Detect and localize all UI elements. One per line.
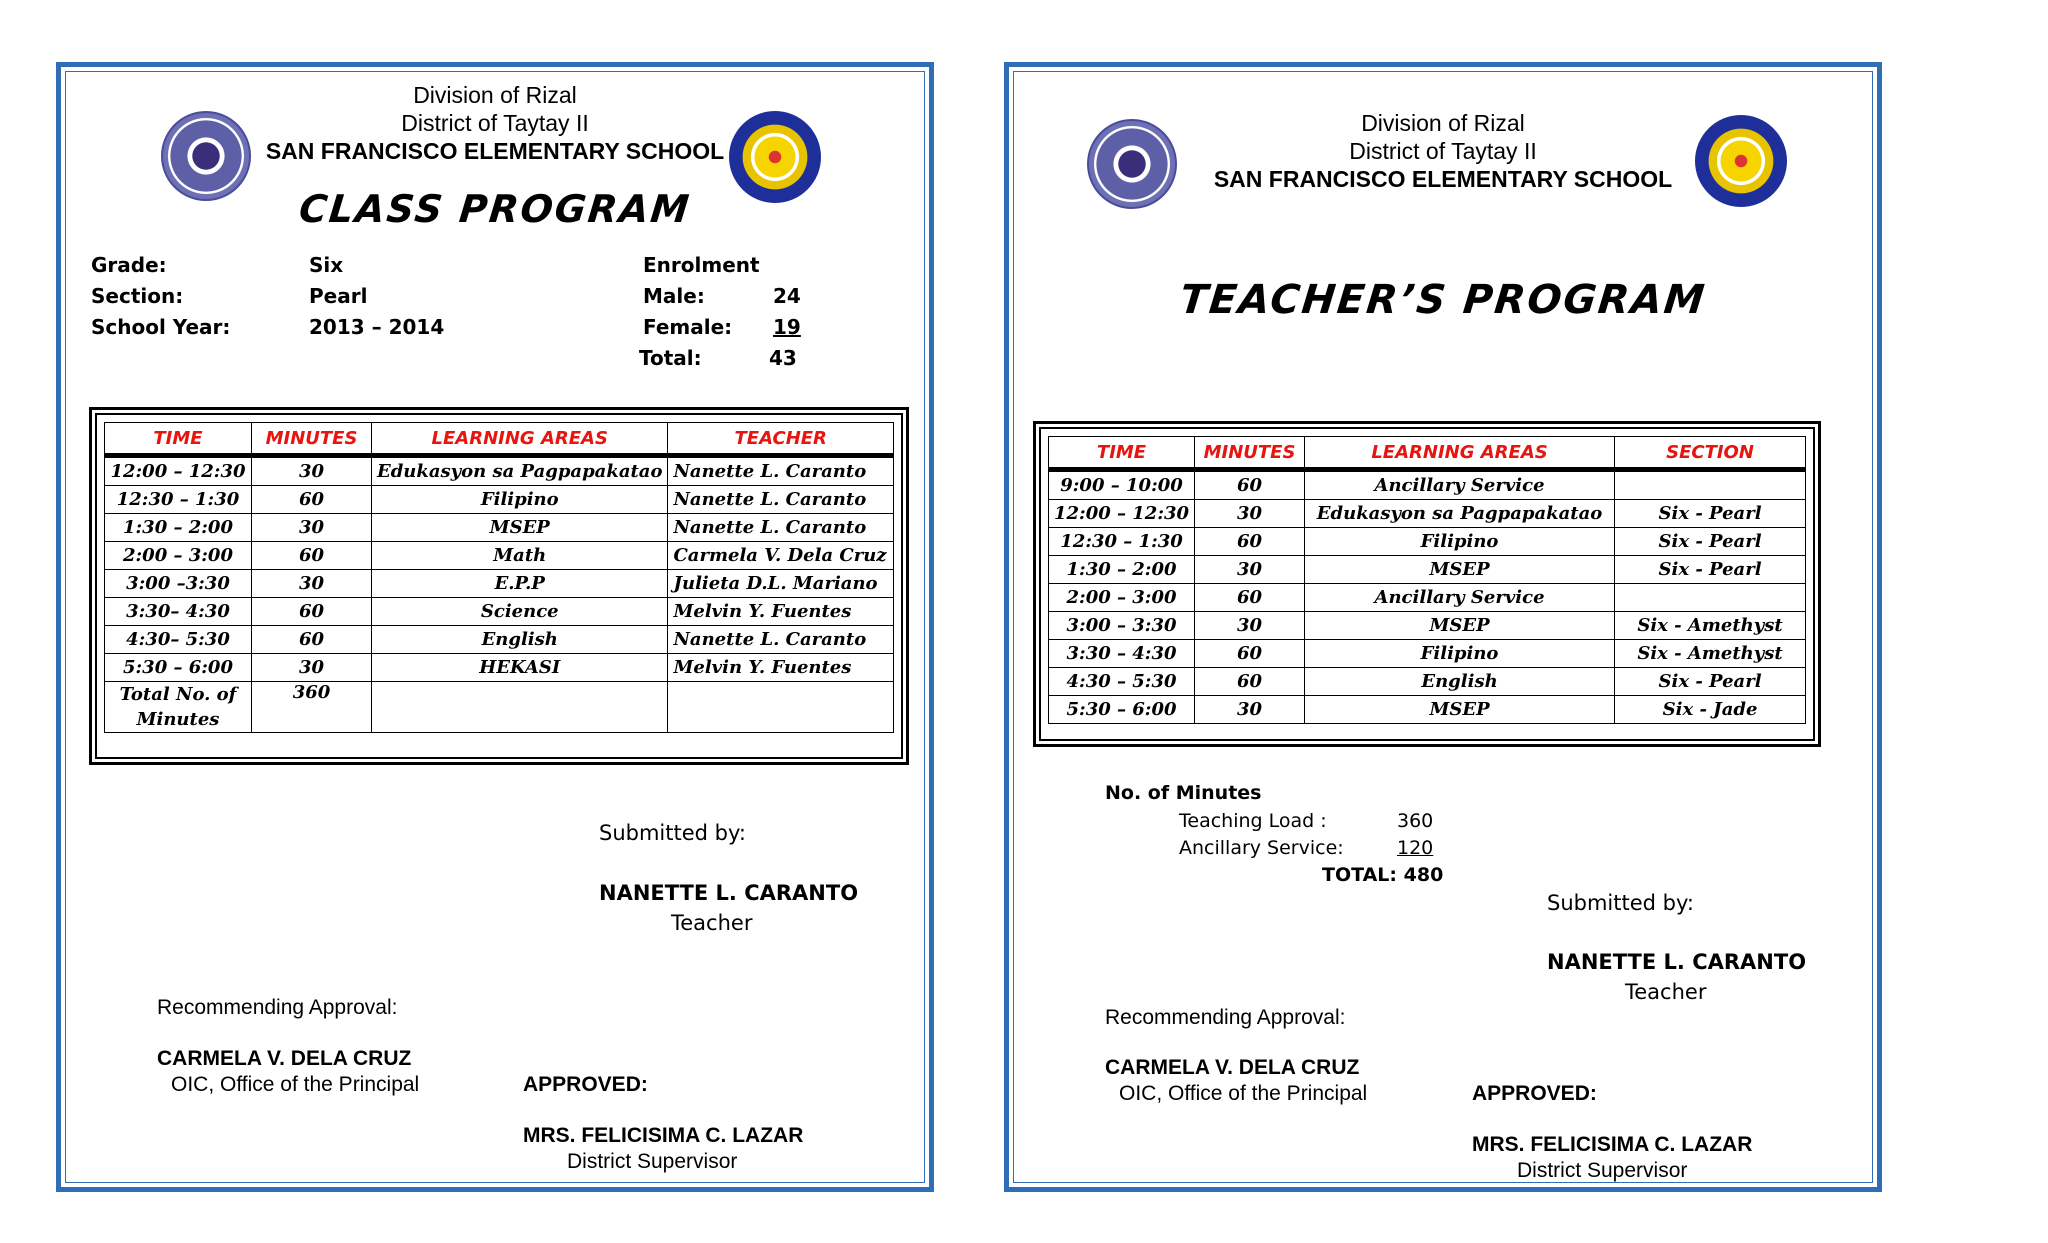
cell-minutes: 60 bbox=[252, 542, 372, 570]
cell-section: Six - Amethyst bbox=[1615, 640, 1806, 668]
table-row bbox=[105, 542, 894, 570]
male-value: 24 bbox=[773, 284, 801, 308]
cell-minutes: 30 bbox=[252, 654, 372, 682]
cell-minutes: 60 bbox=[1195, 640, 1305, 668]
table-row bbox=[105, 654, 894, 682]
cell-time: 9:00 – 10:00 bbox=[1049, 470, 1195, 500]
approved-label: APPROVED: bbox=[1472, 1082, 1597, 1105]
recommending-label: Recommending Approval: bbox=[1105, 1006, 1346, 1029]
cell-teacher: Melvin Y. Fuentes bbox=[668, 598, 894, 626]
cell-time: 5:30 – 6:00 bbox=[1049, 696, 1195, 724]
cell-learning-area: MSEP bbox=[1305, 556, 1615, 584]
total-minutes-value: 360 bbox=[252, 682, 372, 733]
submitter-role: Teacher bbox=[1625, 980, 1707, 1004]
female-label: Female: bbox=[643, 315, 733, 339]
cell-learning-area: E.P.P bbox=[372, 570, 668, 598]
cell-section: Six - Pearl bbox=[1615, 556, 1806, 584]
teaching-load-label: Teaching Load : bbox=[1179, 810, 1327, 832]
cell-section bbox=[1615, 584, 1806, 612]
cell-teacher: Nanette L. Caranto bbox=[668, 486, 894, 514]
cell-learning-area: Ancillary Service bbox=[1305, 470, 1615, 500]
table-row bbox=[1049, 668, 1806, 696]
cell-learning-area: Filipino bbox=[1305, 528, 1615, 556]
class-program-page bbox=[56, 62, 934, 1192]
enrolment-labels bbox=[639, 250, 760, 374]
table-header-row bbox=[1049, 437, 1806, 470]
cell-learning-area: Filipino bbox=[1305, 640, 1615, 668]
cell-time: 3:30– 4:30 bbox=[105, 598, 252, 626]
recommender-name: CARMELA V. DELA CRUZ bbox=[1105, 1056, 1360, 1079]
cell-time: 1:30 – 2:00 bbox=[105, 514, 252, 542]
cell-minutes: 30 bbox=[1195, 556, 1305, 584]
teaching-load-value: 360 bbox=[1397, 810, 1434, 832]
table-empty-cell bbox=[372, 682, 668, 733]
recommender-role: OIC, Office of the Principal bbox=[1119, 1082, 1368, 1105]
class-schedule-table bbox=[104, 422, 894, 733]
cell-learning-area: Math bbox=[372, 542, 668, 570]
table-header-row bbox=[105, 423, 894, 456]
total-value: 43 bbox=[769, 346, 797, 370]
school-year-value: 2013 – 2014 bbox=[309, 315, 445, 339]
cell-learning-area: Edukasyon sa Pagpapakatao bbox=[1305, 500, 1615, 528]
page-title: TEACHER’S PROGRAM bbox=[1177, 277, 1709, 323]
cell-time: 12:30 – 1:30 bbox=[105, 486, 252, 514]
division-name: Division of Rizal bbox=[413, 82, 577, 108]
column-header-section: SECTION bbox=[1615, 437, 1806, 470]
ancillary-value: 120 bbox=[1397, 837, 1434, 859]
total-label-line-2: Minutes bbox=[136, 709, 220, 730]
table-row bbox=[1049, 528, 1806, 556]
section-label: Section: bbox=[91, 284, 184, 308]
cell-time: 1:30 – 2:00 bbox=[1049, 556, 1195, 584]
class-info-labels bbox=[91, 250, 230, 343]
enrolment-label: Enrolment bbox=[643, 253, 760, 277]
cell-time: 12:30 – 1:30 bbox=[1049, 528, 1195, 556]
cell-teacher: Julieta D.L. Mariano bbox=[668, 570, 894, 598]
table-row bbox=[1049, 696, 1806, 724]
table-row bbox=[105, 486, 894, 514]
cell-time: 3:30 – 4:30 bbox=[1049, 640, 1195, 668]
cell-section: Six - Jade bbox=[1615, 696, 1806, 724]
cell-section: Six - Amethyst bbox=[1615, 612, 1806, 640]
cell-learning-area: MSEP bbox=[372, 514, 668, 542]
cell-minutes: 30 bbox=[252, 514, 372, 542]
teacher-schedule-table bbox=[1048, 436, 1806, 724]
female-value: 19 bbox=[773, 315, 801, 339]
cell-learning-area: HEKASI bbox=[372, 654, 668, 682]
table-row bbox=[1049, 556, 1806, 584]
submitter-role: Teacher bbox=[671, 911, 753, 935]
teacher-program-page bbox=[1004, 62, 1882, 1192]
approver-name: MRS. FELICISIMA C. LAZAR bbox=[1472, 1133, 1753, 1156]
submitter-name: NANETTE L. CARANTO bbox=[1547, 950, 1807, 974]
cell-minutes: 60 bbox=[1195, 470, 1305, 500]
male-label: Male: bbox=[643, 284, 705, 308]
cell-time: 5:30 – 6:00 bbox=[105, 654, 252, 682]
table-row bbox=[105, 598, 894, 626]
division-name: Division of Rizal bbox=[1361, 110, 1525, 136]
cell-section: Six - Pearl bbox=[1615, 528, 1806, 556]
teacher-schedule-frame bbox=[1033, 421, 1821, 747]
total-label-line-1: Total No. of bbox=[119, 684, 237, 705]
column-header-time: TIME bbox=[1049, 437, 1195, 470]
cell-minutes: 30 bbox=[252, 570, 372, 598]
table-empty-cell bbox=[668, 682, 894, 733]
district-name: District of Taytay II bbox=[401, 110, 589, 136]
table-row bbox=[105, 514, 894, 542]
table-row bbox=[105, 456, 894, 486]
school-year-label: School Year: bbox=[91, 315, 231, 339]
total-minutes-label bbox=[105, 682, 252, 733]
cell-minutes: 60 bbox=[1195, 528, 1305, 556]
cell-minutes: 60 bbox=[252, 598, 372, 626]
table-row bbox=[1049, 470, 1806, 500]
minutes-total: TOTAL: 480 bbox=[1322, 864, 1444, 886]
ancillary-label: Ancillary Service: bbox=[1179, 837, 1344, 859]
cell-teacher: Nanette L. Caranto bbox=[668, 456, 894, 486]
total-label: Total: bbox=[639, 346, 702, 370]
deped-seal-icon bbox=[1087, 119, 1177, 209]
approver-name: MRS. FELICISIMA C. LAZAR bbox=[523, 1124, 804, 1147]
school-seal-icon bbox=[1695, 115, 1787, 207]
table-row bbox=[1049, 500, 1806, 528]
approved-label: APPROVED: bbox=[523, 1073, 648, 1096]
cell-time: 4:30– 5:30 bbox=[105, 626, 252, 654]
cell-minutes: 60 bbox=[252, 626, 372, 654]
table-row bbox=[105, 626, 894, 654]
column-header-minutes: MINUTES bbox=[1195, 437, 1305, 470]
class-info-values bbox=[309, 250, 444, 343]
column-header-time: TIME bbox=[105, 423, 252, 456]
recommending-label: Recommending Approval: bbox=[157, 996, 398, 1019]
cell-section: Six - Pearl bbox=[1615, 668, 1806, 696]
enrolment-values bbox=[769, 281, 801, 374]
cell-time: 4:30 – 5:30 bbox=[1049, 668, 1195, 696]
table-row bbox=[1049, 584, 1806, 612]
cell-time: 12:00 – 12:30 bbox=[1049, 500, 1195, 528]
table-total-row bbox=[105, 682, 894, 733]
page-title: CLASS PROGRAM bbox=[297, 187, 693, 231]
cell-learning-area: English bbox=[1305, 668, 1615, 696]
column-header-learning-area: LEARNING AREAS bbox=[1305, 437, 1615, 470]
column-header-minutes: MINUTES bbox=[252, 423, 372, 456]
school-name: SAN FRANCISCO ELEMENTARY SCHOOL bbox=[1213, 166, 1673, 192]
column-header-learning-area: LEARNING AREAS bbox=[372, 423, 668, 456]
recommender-name: CARMELA V. DELA CRUZ bbox=[157, 1047, 412, 1070]
submitted-by-label: Submitted by: bbox=[1547, 891, 1694, 915]
class-schedule-frame bbox=[89, 407, 909, 765]
cell-time: 3:00 – 3:30 bbox=[1049, 612, 1195, 640]
cell-teacher: Carmela V. Dela Cruz bbox=[668, 542, 894, 570]
cell-time: 2:00 – 3:00 bbox=[1049, 584, 1195, 612]
cell-teacher: Nanette L. Caranto bbox=[668, 626, 894, 654]
section-value: Pearl bbox=[309, 284, 368, 308]
cell-learning-area: Filipino bbox=[372, 486, 668, 514]
cell-time: 2:00 – 3:00 bbox=[105, 542, 252, 570]
approver-role: District Supervisor bbox=[567, 1150, 738, 1173]
submitter-name: NANETTE L. CARANTO bbox=[599, 881, 859, 905]
recommender-role: OIC, Office of the Principal bbox=[171, 1073, 420, 1096]
cell-learning-area: Ancillary Service bbox=[1305, 584, 1615, 612]
minutes-heading: No. of Minutes bbox=[1105, 782, 1262, 804]
table-row bbox=[105, 570, 894, 598]
cell-minutes: 60 bbox=[1195, 668, 1305, 696]
cell-section: Six - Pearl bbox=[1615, 500, 1806, 528]
cell-minutes: 60 bbox=[252, 486, 372, 514]
table-row bbox=[1049, 612, 1806, 640]
grade-label: Grade: bbox=[91, 253, 167, 277]
approver-role: District Supervisor bbox=[1517, 1159, 1688, 1182]
cell-minutes: 30 bbox=[252, 456, 372, 486]
grade-value: Six bbox=[309, 253, 344, 277]
cell-teacher: Melvin Y. Fuentes bbox=[668, 654, 894, 682]
cell-section bbox=[1615, 470, 1806, 500]
school-name: SAN FRANCISCO ELEMENTARY SCHOOL bbox=[265, 138, 725, 164]
district-name: District of Taytay II bbox=[1349, 138, 1537, 164]
cell-learning-area: Edukasyon sa Pagpapakatao bbox=[372, 456, 668, 486]
cell-time: 12:00 – 12:30 bbox=[105, 456, 252, 486]
submitted-by-label: Submitted by: bbox=[599, 821, 746, 845]
cell-teacher: Nanette L. Caranto bbox=[668, 514, 894, 542]
cell-learning-area: English bbox=[372, 626, 668, 654]
cell-minutes: 30 bbox=[1195, 500, 1305, 528]
table-row bbox=[1049, 640, 1806, 668]
cell-learning-area: MSEP bbox=[1305, 612, 1615, 640]
cell-minutes: 30 bbox=[1195, 612, 1305, 640]
cell-learning-area: Science bbox=[372, 598, 668, 626]
cell-learning-area: MSEP bbox=[1305, 696, 1615, 724]
cell-time: 3:00 –3:30 bbox=[105, 570, 252, 598]
cell-minutes: 60 bbox=[1195, 584, 1305, 612]
cell-minutes: 30 bbox=[1195, 696, 1305, 724]
column-header-teacher: TEACHER bbox=[668, 423, 894, 456]
